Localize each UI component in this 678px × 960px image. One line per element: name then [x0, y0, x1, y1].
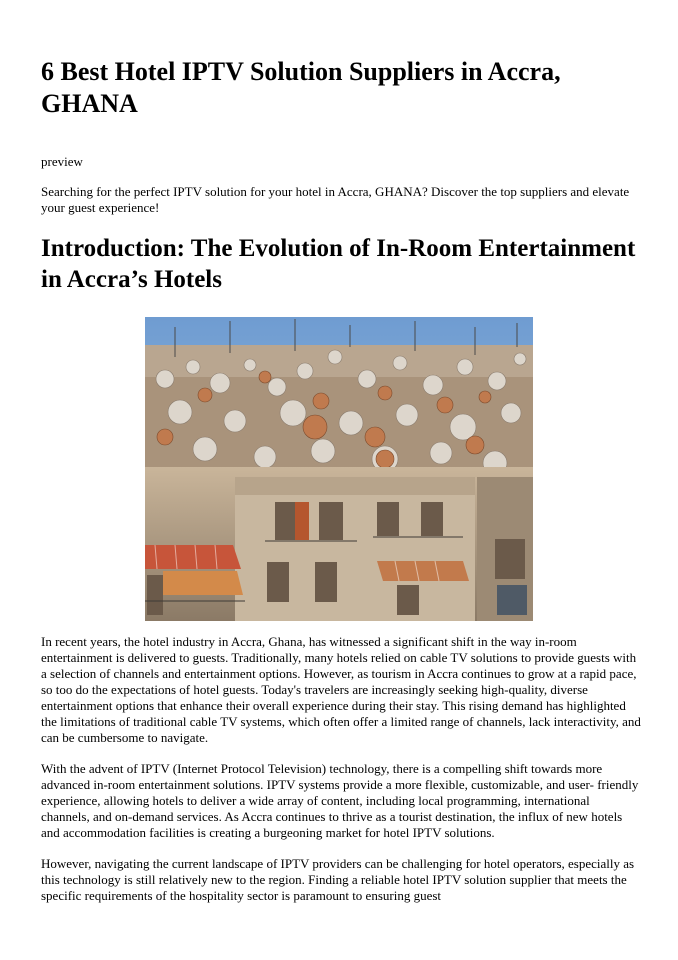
body-paragraph-3: However, navigating the current landscape of IPTV providers can be challenging for hotel operators, especially as this technology is still relatively new to the region. Finding a reliable hotel IPTV solution supplier that meets the specific requirements of the hospitality sector is paramount to ensuring guest — [41, 856, 635, 903]
body-paragraph-1: In recent years, the hotel industry in Accra, Ghana, has witnessed a significant shift in the way in-room entertainment is delivered to guests. Traditionally, many hotels relied on cable TV solutions to provide guests with a selection of channels and entertainment options. However, as tourism in Accra continues to grow at a rapid pace, so too do the expectations of hotel guests. Today's travelers are increasingly seeking high-quality, diverse entertainment options that enhance their overall experience during their stay. This rising demand has highlighted the limitations of traditional cable TV systems, which often offer a limited range of channels, lack interactivity, and can be cumbersome to navigate. — [41, 634, 641, 745]
page-title: 6 Best Hotel IPTV Solution Suppliers in Accra, GHANA — [41, 57, 561, 118]
lead-paragraph: Searching for the perfect IPTV solution for your hotel in Accra, GHANA? Discover the top suppliers and elevate your guest experience! — [41, 184, 630, 215]
rooftop-satellite-dishes-photo — [145, 317, 533, 621]
section-heading: Introduction: The Evolution of In-Room Entertainment in Accra’s Hotels — [41, 235, 636, 293]
preview-label: preview — [41, 154, 83, 169]
body-paragraph-2: With the advent of IPTV (Internet Protocol Television) technology, there is a compelling shift towards more advanced in-room entertainment solutions. IPTV systems provide a more flexible, customizable, and user- friendly experience, allowing hotels to deliver a wide array of content, including local programming, international channels, and on-demand services. As Accra continues to thrive as a tourist destination, the influx of new hotels and accommodation facilities is creating a burgeoning market for hotel IPTV solutions. — [41, 761, 639, 840]
